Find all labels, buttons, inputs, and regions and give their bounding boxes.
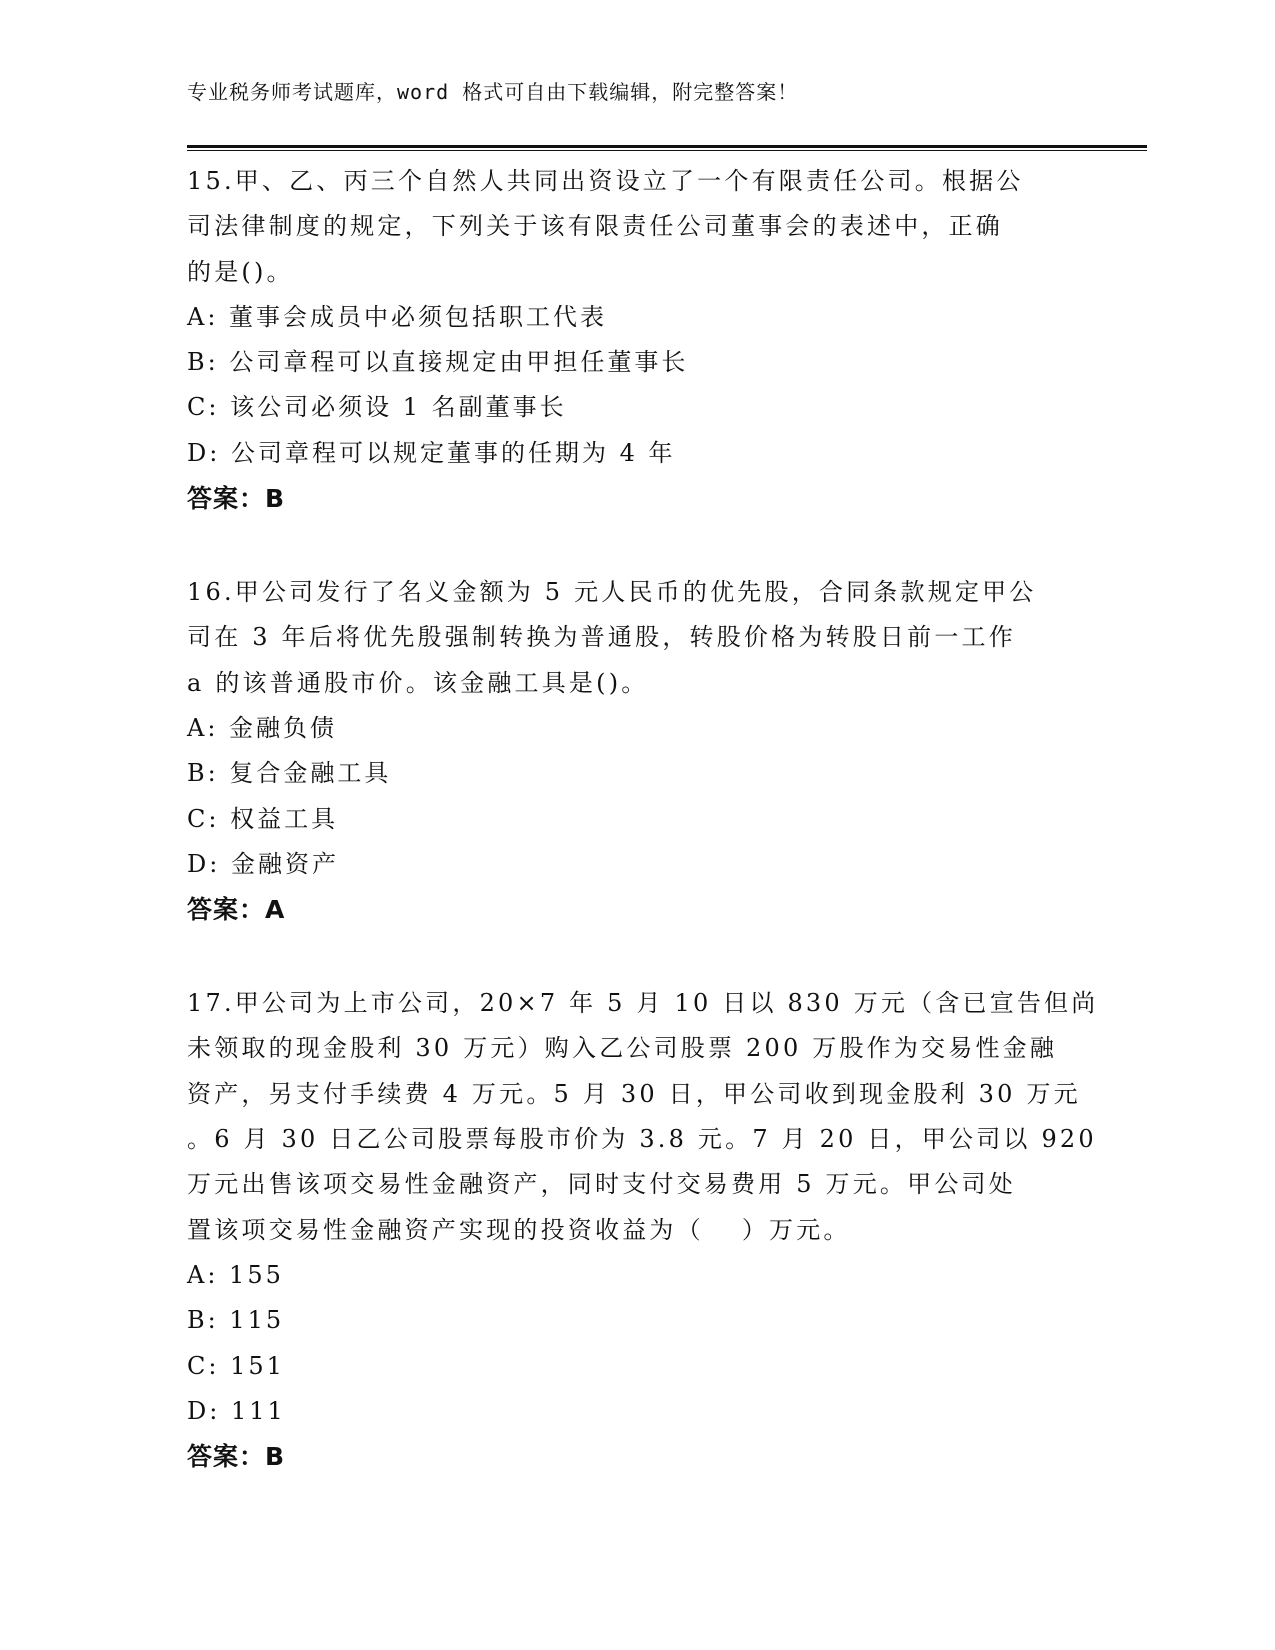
header-rule-thin (187, 150, 1147, 151)
answer-label: 答案：B (187, 1442, 286, 1472)
stem-line: 置该项交易性金融资产实现的投资收益为（ ）万元。 (187, 1215, 851, 1244)
question-stem (187, 570, 1087, 706)
stem-line: 未领取的现金股利 30 万元）购入乙公司股票 200 万股作为交易性金融 (187, 1034, 1058, 1063)
stem-line: 16.甲公司发行了名义金额为 5 元人民币的优先股，合同条款规定甲公 (187, 578, 1037, 607)
option-b: B: 115 (187, 1306, 285, 1335)
stem-line: 。6 月 30 日乙公司股票每股市价为 3.8 元。7 月 20 日，甲公司以 920 (187, 1125, 1097, 1154)
answer-label: 答案：B (187, 484, 286, 514)
question-stem (187, 159, 1087, 295)
option-b: B: 复合金融工具 (187, 759, 392, 788)
question-17 (187, 981, 1099, 1480)
option-a: A: 155 (187, 1260, 284, 1289)
option-c: C: 151 (187, 1351, 285, 1380)
option-d: D: 公司章程可以规定董事的任期为 4 年 (187, 438, 676, 467)
stem-line: a 的该普通股市价。该金融工具是()。 (187, 668, 649, 697)
answer-label: 答案：A (187, 895, 286, 925)
stem-line: 万元出售该项交易性金融资产，同时支付交易费用 5 万元。甲公司处 (187, 1170, 1016, 1199)
question-list (187, 159, 1099, 1528)
question-stem (187, 981, 1099, 1253)
option-c: C: 该公司必须设 1 名副董事长 (187, 393, 567, 422)
option-b: B: 公司章程可以直接规定由甲担任董事长 (187, 348, 689, 377)
question-16 (187, 570, 1087, 933)
question-15 (187, 159, 1087, 522)
stem-line: 15.甲、乙、丙三个自然人共同出资设立了一个有限责任公司。根据公 (187, 167, 1024, 195)
header-rule-thick (187, 145, 1147, 148)
stem-line: 司在 3 年后将优先殷强制转换为普通股，转股价格为转股日前一工作 (187, 623, 1016, 652)
option-d: D: 111 (187, 1396, 286, 1425)
option-d: D: 金融资产 (187, 849, 339, 878)
page-header: 专业税务师考试题库，word 格式可自由下载编辑，附完整答案！ (187, 80, 799, 104)
option-c: C: 权益工具 (187, 804, 339, 833)
stem-line: 的是()。 (187, 257, 294, 286)
option-a: A: 金融负债 (187, 713, 338, 742)
stem-line: 17.甲公司为上市公司，20×7 年 5 月 10 日以 830 万元（含已宣告但尚 (187, 989, 1099, 1018)
stem-line: 资产，另支付手续费 4 万元。5 月 30 日，甲公司收到现金股利 30 万元 (187, 1079, 1081, 1108)
option-a: A: 董事会成员中必须包括职工代表 (187, 302, 608, 331)
stem-line: 司法律制度的规定，下列关于该有限责任公司董事会的表述中，正确 (187, 212, 1003, 241)
